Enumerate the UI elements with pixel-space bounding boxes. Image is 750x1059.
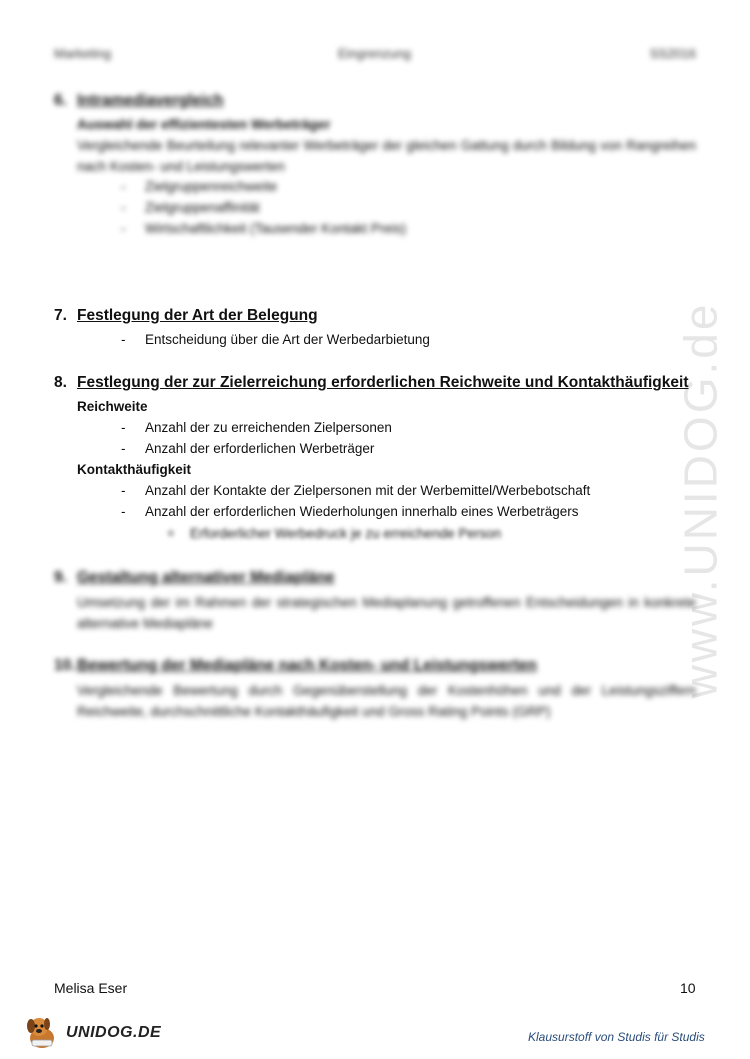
brand-name: UNIDOG.DE xyxy=(66,1024,162,1041)
sub-list-item-text: Erforderlicher Werbedruck je zu erreichende Person xyxy=(190,526,502,541)
list-item-text: Anzahl der zu erreichenden Zielpersonen xyxy=(145,420,392,435)
section-number: 9. xyxy=(54,569,67,586)
list-item-text: Zielgruppenreichweite xyxy=(145,179,278,194)
bullet-marker: - xyxy=(121,179,126,194)
bullet-marker: - xyxy=(121,221,126,236)
footer-author: Melisa Eser xyxy=(54,980,128,996)
section-10-paragraph: Vergleichende Bewertung durch Gegenüberstellung der Kostenhöhen und der Leistungsziffern Reichweite, durchschnittliche Kontakthäufigkeit und Gross Rating Points (GRP) xyxy=(77,683,696,719)
subheading-kontakthaeufigkeit: Kontakthäufigkeit xyxy=(77,462,192,477)
section-number: 7. xyxy=(54,307,67,324)
brand-logo xyxy=(22,1014,162,1050)
list-item-text: Anzahl der erforderlichen Wiederholungen innerhalb eines Werbeträgers xyxy=(145,504,579,519)
watermark xyxy=(640,260,750,740)
section-title: Bewertung der Mediapläne nach Kosten- und Leistungswerten xyxy=(77,657,537,674)
bullet-marker: - xyxy=(121,200,126,215)
bullet-marker: - xyxy=(121,420,126,435)
section-number: 6. xyxy=(54,92,67,109)
section-number: 8. xyxy=(54,374,67,391)
bullet-marker: - xyxy=(121,441,126,456)
section-title: Gestaltung alternativer Mediapläne xyxy=(77,569,335,586)
page-header xyxy=(54,46,696,66)
list-item-text: Anzahl der erforderlichen Werbeträger xyxy=(145,441,375,456)
section-title: Intramediavergleich xyxy=(77,92,224,109)
section-number: 10. xyxy=(54,657,76,674)
header-center: Eingrenzung xyxy=(338,46,411,61)
bullet-marker: - xyxy=(121,483,126,498)
section-6-paragraph: Vergleichende Beurteilung relevanter Werbeträger der gleichen Gattung durch Bildung von Rangreihen nach Kosten- und Leistungswerten xyxy=(77,138,696,174)
section-9-paragraph: Umsetzung der im Rahmen der strategischen Mediaplanung getroffenen Entscheidungen in konkrete alternative Mediapläne xyxy=(77,595,696,631)
footer-tagline: Klausurstoff von Studis für Studis xyxy=(528,1030,705,1044)
section-title: Festlegung der zur Zielerreichung erforderlichen Reichweite und Kontakthäufigkeit xyxy=(77,374,689,391)
header-left: Marketing xyxy=(54,46,112,61)
bullet-marker: - xyxy=(121,504,126,519)
subheading-reichweite: Reichweite xyxy=(77,399,148,414)
watermark-text: www.UNIDOG.de xyxy=(674,301,727,699)
list-item-text: Zielgruppenaffinität xyxy=(145,200,260,215)
list-item-text: Entscheidung über die Art der Werbedarbietung xyxy=(145,332,430,347)
bullet-marker: - xyxy=(121,332,126,347)
section-6-subheading: Auswahl der effizientesten Werbeträger xyxy=(77,117,331,132)
section-title: Festlegung der Art der Belegung xyxy=(77,307,318,324)
sub-bullet-marker: o xyxy=(168,528,174,539)
header-right: SS2016 xyxy=(649,46,696,61)
list-item-text: Anzahl der Kontakte der Zielpersonen mit der Werbemittel/Werbebotschaft xyxy=(145,483,591,498)
dog-mascot-icon xyxy=(22,1014,62,1050)
page-number: 10 xyxy=(680,980,696,996)
list-item-text: Wirtschaftlichkeit (Tausender Kontakt Preis) xyxy=(145,221,407,236)
